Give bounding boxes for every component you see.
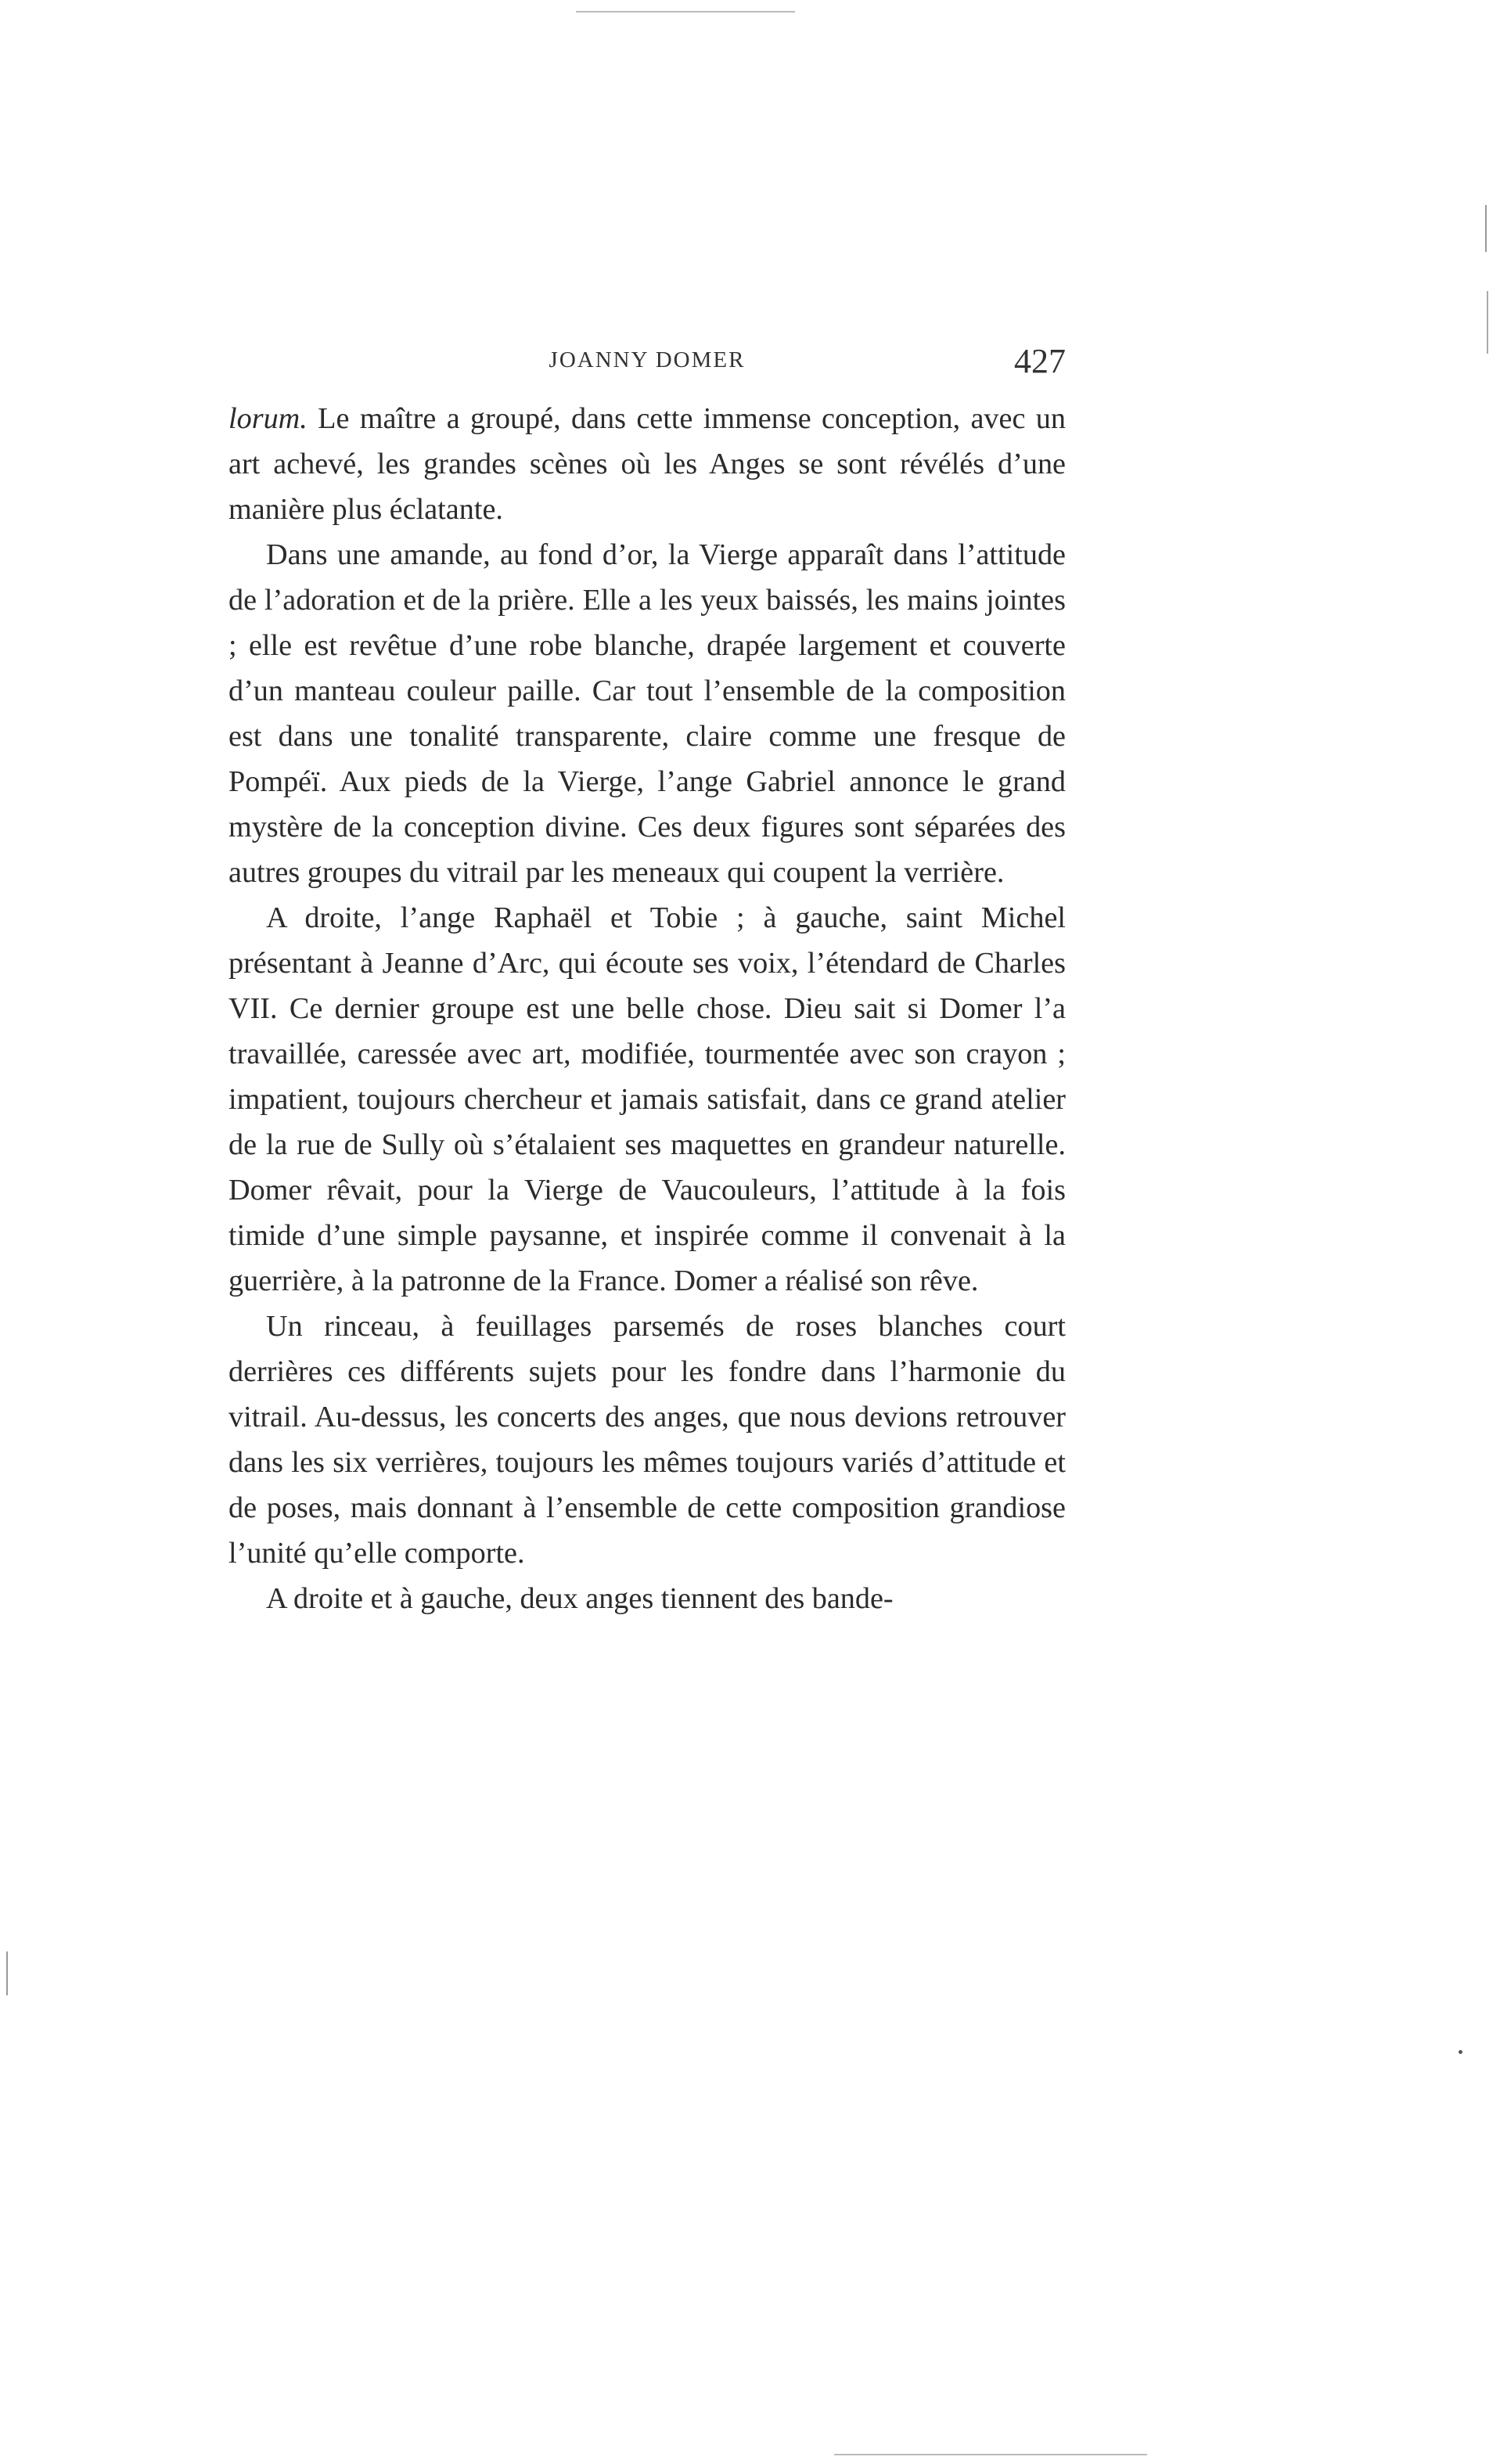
scan-mark-top — [576, 11, 795, 13]
lead-italic-word: lorum. — [228, 402, 308, 435]
paragraph-1-text: Le maître a groupé, dans cette immense conception, avec un art achevé, les grandes scènes où les Anges se sont révélés d’une manière plus éclatante. — [228, 402, 1066, 526]
scan-mark-left — [6, 1951, 8, 1995]
scan-mark-right-2 — [1487, 291, 1488, 354]
paragraph-2: Dans une amande, au fond d’or, la Vierge apparaît dans l’attitude de l’adoration et de la prière. Elle a les yeux baissés, les mains jointes ; elle est revêtue d’une robe blanche, drapée largement et couverte d’un manteau couleur paille. Car tout l’ensemble de la composition est dans une tonalité transparente, claire comme une fresque de Pompéï. Aux pieds de la Vierge, l’ange Gabriel annonce le grand mystère de la conception divine. Ces deux figures sont séparées des autres groupes du vitrail par les meneaux qui coupent la verrière. — [228, 538, 1066, 889]
page-number: 427 — [1014, 342, 1066, 380]
scan-mark-right-1 — [1485, 205, 1487, 252]
page-header — [228, 341, 1066, 388]
paragraph-5: A droite et à gauche, deux anges tiennent des bande- — [266, 1582, 894, 1615]
body-text — [228, 396, 1066, 1621]
scan-dot-right — [1459, 2050, 1462, 2054]
paragraph-1 — [228, 396, 1066, 532]
paragraph-3: A droite, l’ange Raphaël et Tobie ; à gauche, saint Michel présentant à Jeanne d’Arc, qui écoute ses voix, l’étendard de Charles VII. Ce dernier groupe est une belle chose. Dieu sait si Domer l’a travaillée, caressée avec art, modifiée, tourmentée avec son crayon ; impatient, toujours chercheur et jamais satisfait, dans ce grand atelier de la rue de Sully où s’étalaient ses maquettes en grandeur naturelle. Domer rêvait, pour la Vierge de Vaucouleurs, l’attitude à la fois timide d’une simple paysanne, et inspirée comme il convenait à la guerrière, à la patronne de la France. Domer a réalisé son rêve. — [228, 901, 1066, 1297]
paragraph-4: Un rinceau, à feuillages parsemés de roses blanches court derrières ces différents sujets pour les fondre dans l’harmonie du vitrail. Au-dessus, les concerts des anges, que nous devions retrouver dans les six verrières, toujours les mêmes toujours variés d’attitude et de poses, mais donnant à l’ensemble de cette composition grandiose l’unité qu’elle comporte. — [228, 1310, 1066, 1570]
scan-mark-bottom — [834, 2454, 1147, 2455]
running-head: JOANNY DOMER — [549, 347, 746, 372]
